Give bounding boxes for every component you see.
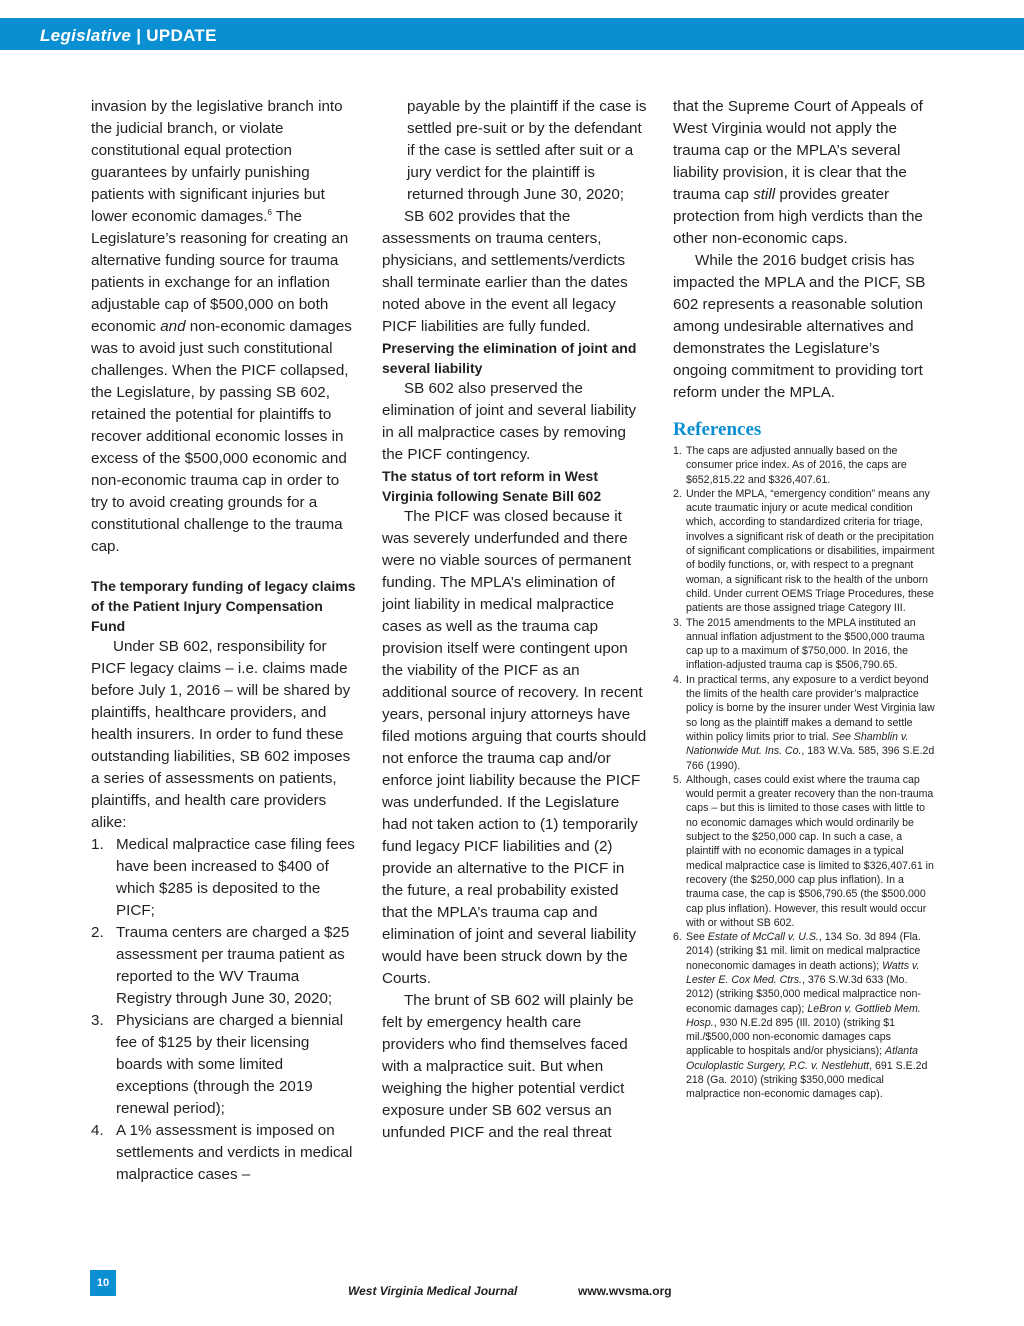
column-left <box>91 96 359 1186</box>
section-heading: The status of tort reform in West Virginia following Senate Bill 602 <box>382 468 602 504</box>
paragraph: SB 602 provides that the assessments on trauma centers, physicians, and settlements/verdicts shall terminate earlier than the dates noted above in the event all legacy PICF liabilities are fully funded. <box>382 208 628 335</box>
paragraph: invasion by the legislative branch into the judicial branch, or violate constitutional equal protection guarantees by unfairly punishing patients with significant injuries but lower economic damages.$^6$ The Legislature’s reasoning for creating an alternative funding source for trauma patients in exchange for an inflation adjustable cap of $500,000 on both economic and non-economic damages was to avoid just such constitutional challenges. When the PICF collapsed, the Legislature, by passing SB 602, retained the potential for plaintiffs to recover additional economic losses in excess of the $500,000 economic and non-economic trauma cap in order to try to avoid creating grounds for a constitutional challenge to the trauma cap. <box>91 98 352 555</box>
list-item: 1. Medical malpractice case filing fees have been increased to $400 of which $285 is deposited to the PICF; <box>91 836 355 919</box>
section-heading: Preserving the elimination of joint and several liability <box>382 340 637 376</box>
section-heading: The temporary funding of legacy claims of the Patient Injury Compensation Fund <box>91 578 356 634</box>
list-item: 4. A 1% assessment is imposed on settlements and verdicts in medical malpractice cases – <box>91 1122 353 1183</box>
paragraph: While the 2016 budget crisis has impacted the MPLA and the PICF, SB 602 represents a reasonable solution among undesirable alternatives and demonstrates the Legislature’s ongoing commitment to providing tort reform under the MPLA. <box>673 252 926 401</box>
paragraph: Under SB 602, responsibility for PICF legacy claims – i.e. claims made before July 1, 2016 – will be shared by plaintiffs, healthcare providers, and health insurers. In order to fund these outstanding liabilities, SB 602 imposes a series of assessments on patients, plaintiffs, and health care providers alike: <box>91 638 351 831</box>
references-list <box>673 444 935 1102</box>
list-item: 3. Physicians are charged a biennial fee of $125 by their licensing boards with some limited exceptions (through the 2019 renewal period); <box>91 1012 344 1117</box>
header-separator: | <box>131 26 147 45</box>
list-item: 2. Trauma centers are charged a $25 assessment per trauma patient as reported to the WV Trauma Registry through June 30, 2020; <box>91 924 350 1007</box>
reference-item: 1. The caps are adjusted annually based on the consumer price index. As of 2016, the caps are $652,815.22 and $326,407.61. <box>673 445 907 486</box>
list-item-continued: payable by the plaintiff if the case is settled pre-suit or by the defendant if the case is settled after suit or a jury verdict for the plaintiff is returned through June 30, 2020; <box>407 98 647 203</box>
paragraph: The PICF was closed because it was severely underfunded and there were no viable sources of permanent funding. The MPLA’s elimination of joint liability in medical malpractice cases as well as the trauma cap provision itself were contingent upon the viability of the PICF as an additional source of recovery. In recent years, personal injury attorneys have filed motions arguing that courts should not enforce the trauma cap and/or enforce joint liability because the PICF was underfunded. If the Legislature had not taken action to (1) temporarily fund legacy PICF liabilities and (2) provide an alternative to the PICF in the future, a real probability existed that the MPLA’s trauma cap and elimination of joint and several liability would have been struck down by the Courts. <box>382 508 647 987</box>
reference-item: 6. See Estate of McCall v. U.S., 134 So. 3d 894 (Fla. 2014) (striking $1 mil. limit on medical malpractice noneconomic damages in death actions); Watts v. Lester E. Cox Med. Ctrs., 376 S.W.3d 633 (Mo. 2012) (striking $350,000 medical malpractice non-economic damages cap); LeBron v. Gottlieb Mem. Hosp., 930 N.E.2d 895 (Ill. 2010) (striking $1 mil./$500,000 non-economic damages caps applicable to hospitals and/or physicians); Atlanta Oculoplastic Surgery, P.C. v. Nestlehutt, 691 S.E.2d 218 (Ga. 2010) (striking $350,000 medical malpractice non-economic damages cap). <box>673 931 928 1101</box>
website-url: www.wvsma.org <box>578 1284 672 1298</box>
journal-name: West Virginia Medical Journal <box>348 1284 518 1298</box>
section-name: Legislative <box>40 26 132 45</box>
section-header <box>40 26 217 46</box>
references-title: References <box>673 419 762 440</box>
reference-item: 2. Under the MPLA, “emergency condition” means any acute traumatic injury or acute medical condition which, according to standardized criteria for triage, involves a significant risk of death or the precipitation of significant complications or disabilities, impairment of bodily functions, or, with respect to a pregnant woman, a significant risk to the health of the unborn child. Under current OEMS Triage Procedures, these patients are those assigned triage Category III. <box>673 487 935 615</box>
column-middle <box>382 96 647 1144</box>
reference-item: 5. Although, cases could exist where the trauma cap would permit a greater recovery than the non-trauma caps – but this is limited to those cases with little to no economic damages which would ordinarily be subject to the $250,000 cap. In such a case, a plaintiff with no economic damages in a typical medical malpractice case is limited to $326,407.61 in recovery (the $250,000 cap plus inflation). In a trauma case, the cap is $506,790.65 (the $500.000 cap plus inflation). However, this result would occur with or without SB 602. <box>673 773 934 929</box>
reference-item: 3. The 2015 amendments to the MPLA instituted an annual inflation adjustment to the $500,000 trauma cap up to a maximum of $750,000. In 2016, the inflation-adjusted trauma cap is $506,790.65. <box>673 616 925 672</box>
page-number: 10 <box>90 1270 116 1296</box>
footnote-ref: 6 <box>267 207 272 217</box>
header-label: UPDATE <box>146 26 217 45</box>
paragraph: The brunt of SB 602 will plainly be felt by emergency health care providers who find themselves faced with a malpractice suit. But when weighing the higher potential verdict exposure under SB 602 versus an unfunded PICF and the real threat <box>382 992 634 1141</box>
reference-item: 4. In practical terms, any exposure to a verdict beyond the limits of the health care provider’s malpractice policy is borne by the insurer under West Virginia law so long as the plaintiff makes a demand to settle within policy limits prior to trial. See Shamblin v. Nationwide Mut. Ins. Co., 183 W.Va. 585, 396 S.E.2d 766 (1990). <box>673 673 935 772</box>
column-right <box>673 96 935 1102</box>
paragraph: that the Supreme Court of Appeals of West Virginia would not apply the trauma cap or the MPLA’s several liability provision, it is clear that the trauma cap still provides greater protection from high verdicts than the other non-economic caps. <box>673 98 923 247</box>
assessment-list <box>91 834 359 1186</box>
paragraph: SB 602 also preserved the elimination of joint and several liability in all malpractice cases by removing the PICF contingency. <box>382 380 637 463</box>
